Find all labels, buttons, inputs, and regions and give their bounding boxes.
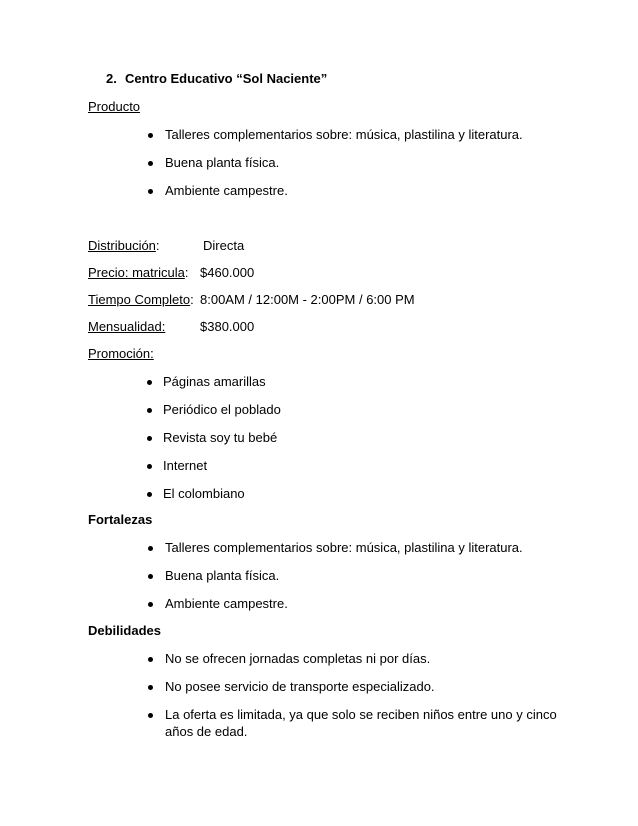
- bullet-icon: [148, 574, 153, 579]
- fortalezas-item: Talleres complementarios sobre: música, plastilina y literatura.: [165, 540, 523, 555]
- precio-row: [88, 265, 188, 281]
- producto-item: Talleres complementarios sobre: música, plastilina y literatura.: [165, 127, 523, 142]
- debilidades-label: Debilidades: [88, 623, 161, 638]
- bullet-icon: [147, 492, 152, 497]
- bullet-icon: [147, 408, 152, 413]
- precio-label: Precio: matricula: [88, 265, 185, 280]
- distribucion-label: Distribución: [88, 238, 156, 253]
- promocion-item: Páginas amarillas: [163, 374, 266, 389]
- tiempo-label: Tiempo Completo: [88, 292, 191, 307]
- promocion-item: Revista soy tu bebé: [163, 430, 278, 445]
- section-number: 2.: [106, 71, 117, 86]
- distribucion-sep: :: [155, 238, 160, 253]
- section-title: Centro Educativo “Sol Naciente”: [125, 71, 328, 86]
- bullet-icon: [148, 602, 153, 607]
- tiempo-sep: :: [190, 292, 194, 307]
- promocion-item: Internet: [163, 458, 208, 473]
- fortalezas-label: Fortalezas: [88, 512, 153, 527]
- mensualidad-label: Mensualidad:: [88, 319, 166, 334]
- debilidades-item: No posee servicio de transporte especializado.: [165, 679, 435, 694]
- bullet-icon: [147, 380, 152, 385]
- bullet-icon: [147, 436, 152, 441]
- bullet-icon: [148, 546, 153, 551]
- mensualidad-value: $380.000: [200, 319, 255, 334]
- debilidades-item: La oferta es limitada, ya que solo se reciben niños entre uno y cinco: [165, 707, 557, 722]
- fortalezas-item: Buena planta física.: [165, 568, 280, 583]
- producto-item: Ambiente campestre.: [165, 183, 288, 198]
- bullet-icon: [148, 685, 153, 690]
- distribucion-value: Directa: [203, 238, 245, 253]
- debilidades-item-continuation: años de edad.: [165, 724, 248, 739]
- promocion-label: Promoción:: [88, 346, 154, 361]
- bullet-icon: [148, 657, 153, 662]
- precio-value: $460.000: [200, 265, 255, 280]
- debilidades-item: No se ofrecen jornadas completas ni por días.: [165, 651, 431, 666]
- promocion-item: El colombiano: [163, 486, 245, 501]
- tiempo-value: 8:00AM / 12:00M - 2:00PM / 6:00 PM: [200, 292, 415, 307]
- distribucion-row: [88, 238, 160, 254]
- bullet-icon: [148, 189, 153, 194]
- promocion-item: Periódico el poblado: [163, 402, 281, 417]
- bullet-icon: [148, 133, 153, 138]
- fortalezas-item: Ambiente campestre.: [165, 596, 288, 611]
- bullet-icon: [148, 161, 153, 166]
- bullet-icon: [148, 713, 153, 718]
- tiempo-row: [88, 292, 194, 308]
- bullet-icon: [147, 464, 152, 469]
- precio-sep: :: [184, 265, 189, 280]
- producto-item: Buena planta física.: [165, 155, 280, 170]
- producto-label: Producto: [88, 99, 141, 114]
